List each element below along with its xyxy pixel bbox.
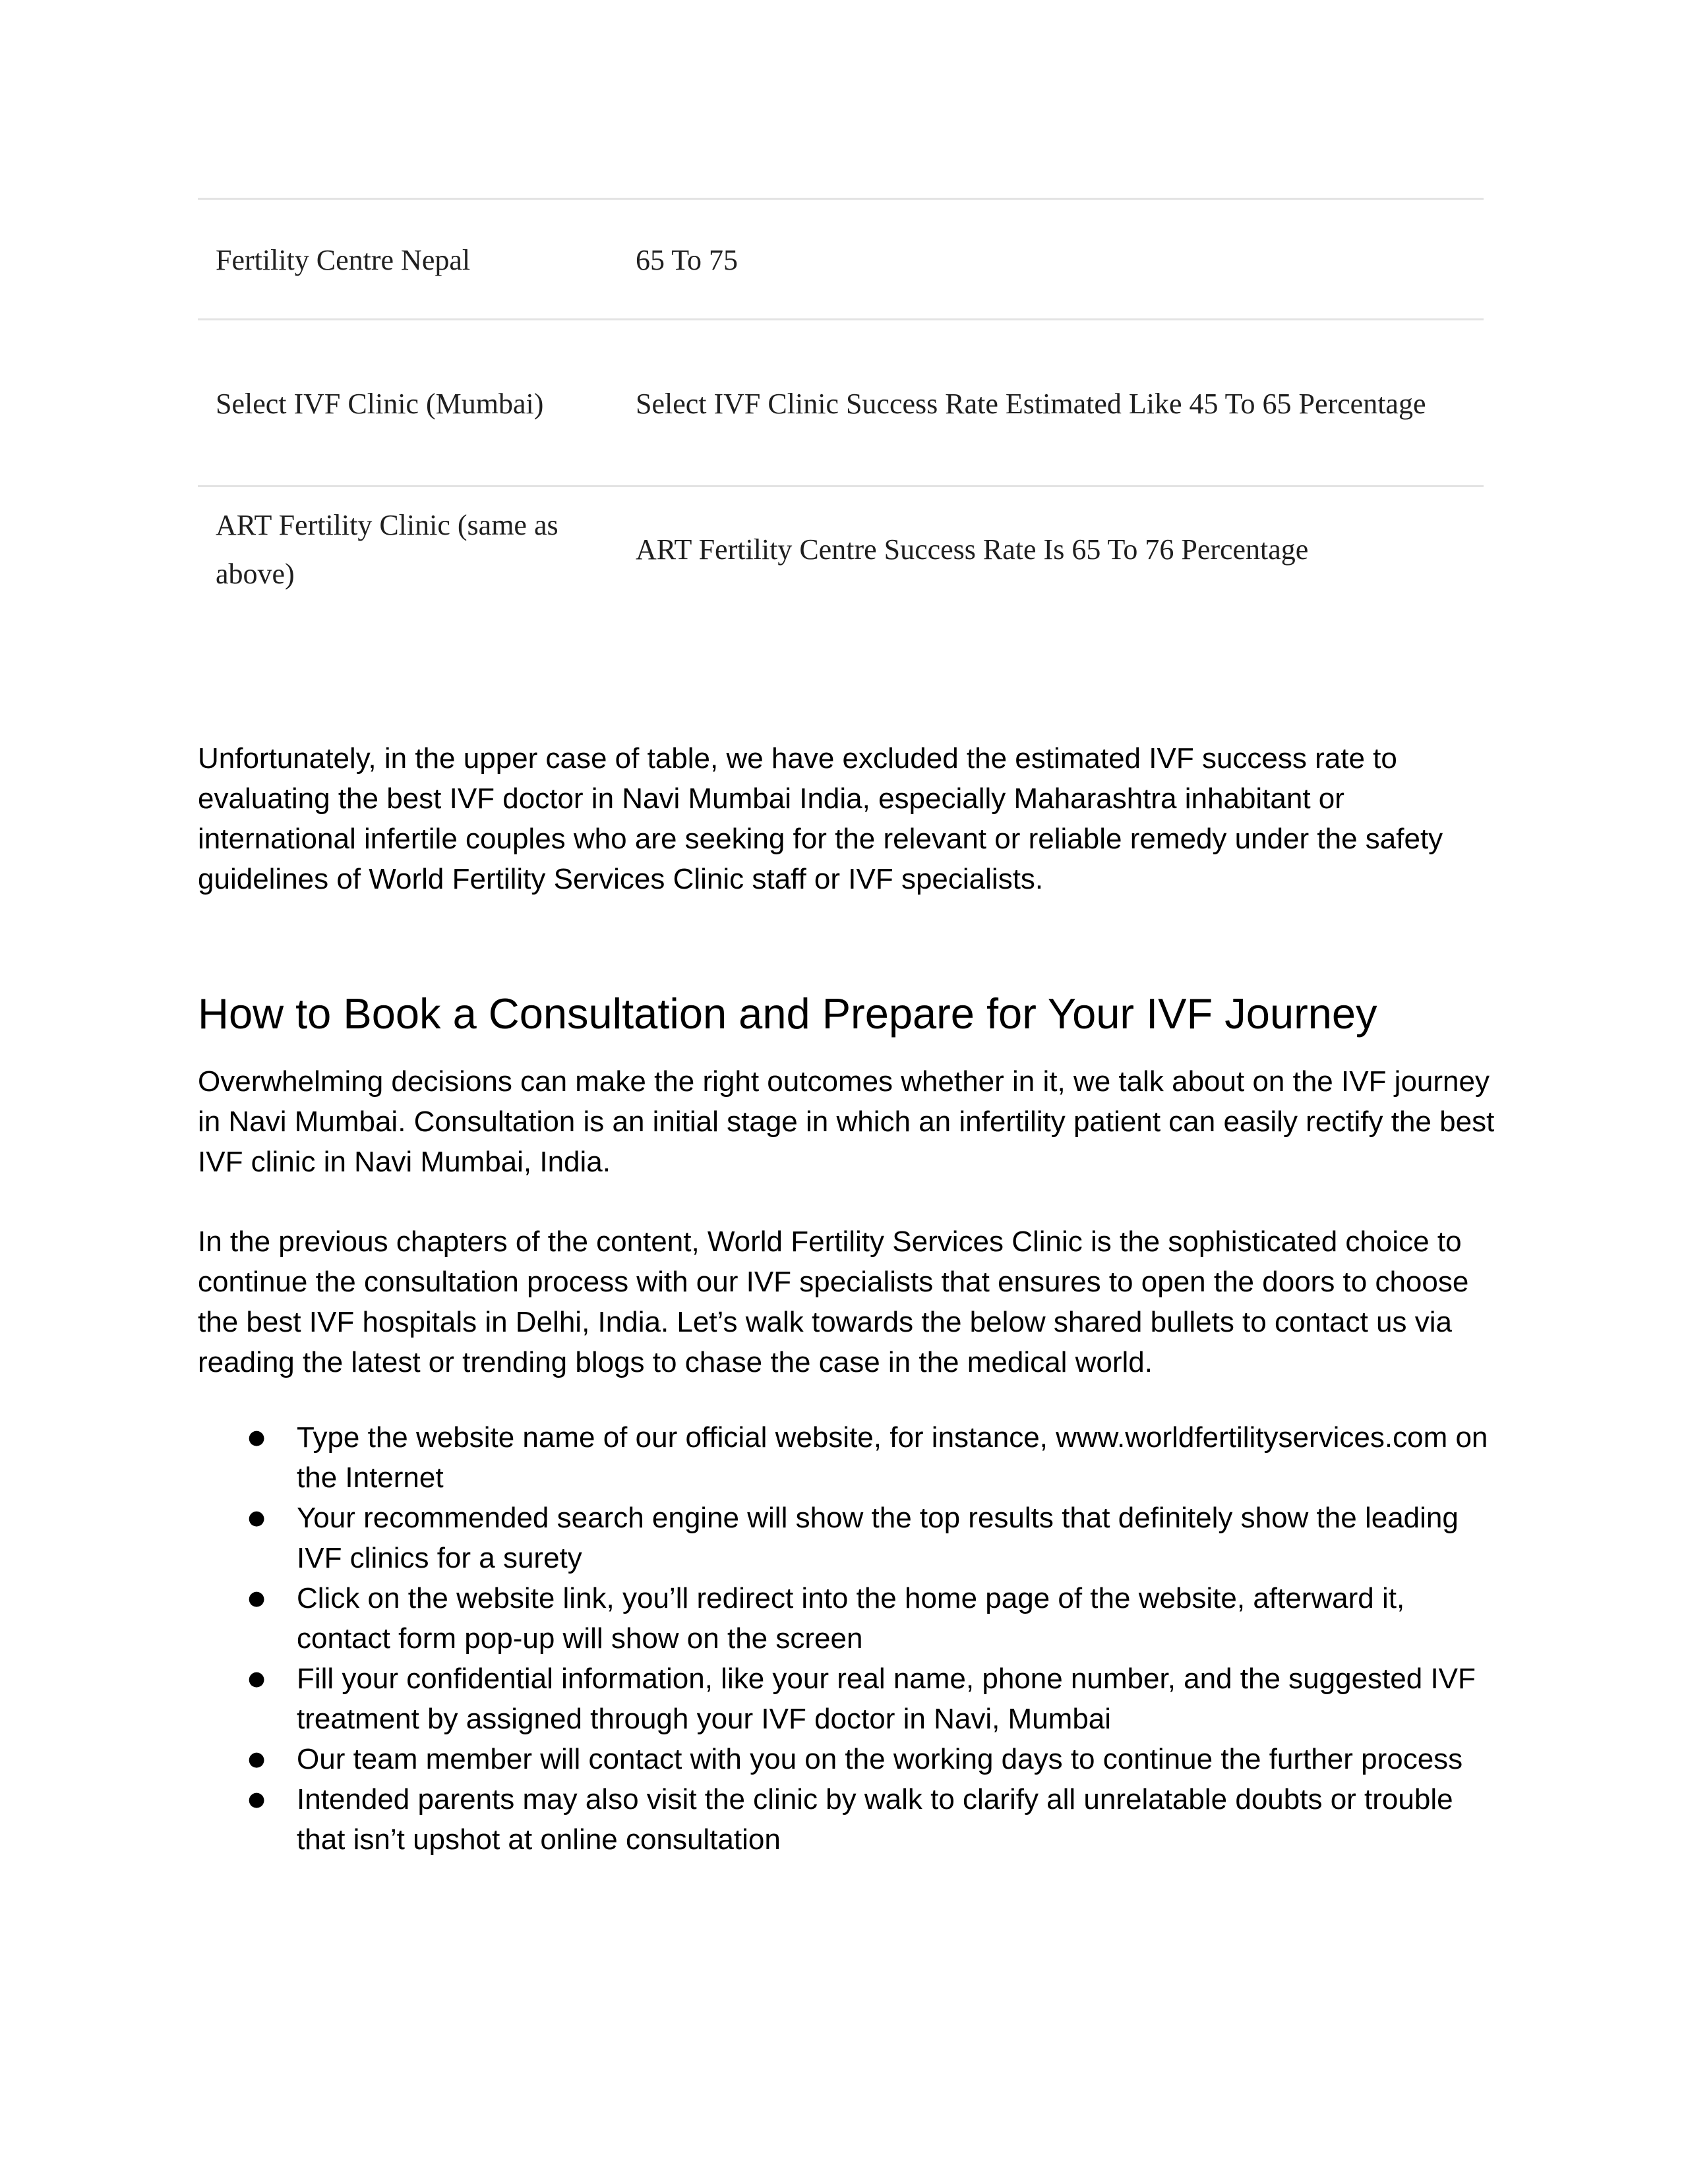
intro-paragraph: Unfortunately, in the upper case of table, we have excluded the estimated IVF success rate to evaluating the best IVF doctor in Navi Mumbai India, especially Maharashtra inhabitant or international infertile couples who are seeking for the relevant or reliable remedy under the safety guidelines of World Fertility Services Clinic staff or IVF specialists. [198,742,1443,895]
list-item-text: Click on the website link, you’ll redirect into the home page of the website, afterward it, contact form pop-up will show on the screen [297,1582,1405,1655]
bullet-icon: ● [248,1587,266,1610]
section-heading: How to Book a Consultation and Prepare for Your IVF Journey [198,989,1377,1038]
list-item [198,1417,1490,1498]
list-item-text: Intended parents may also visit the clinic by walk to clarify all unrelatable doubts or trouble that isn’t upshot at online consultation [297,1783,1453,1856]
bullet-icon: ● [248,1748,266,1771]
table-cell-clinic: Fertility Centre Nepal [216,243,471,276]
bullet-icon: ● [248,1426,266,1449]
list-item-text: Fill your confidential information, like your real name, phone number, and the suggested IVF treatment by assigned through your IVF doctor in Navi, Mumbai [297,1663,1476,1735]
bullet-icon: ● [248,1506,266,1529]
table-row [198,318,1484,487]
list-item-text: Your recommended search engine will show the top results that definitely show the leading IVF clinics for a surety [297,1502,1459,1574]
bullet-icon: ● [248,1667,266,1690]
list-item [198,1578,1490,1659]
table-cell-rate: 65 To 75 [636,243,738,276]
list-item-text: Type the website name of our official website, for instance, www.worldfertilityservices.com on the Internet [297,1421,1488,1494]
list-item [198,1659,1490,1739]
table-row [198,485,1484,612]
bullet-icon: ● [248,1788,266,1811]
list-item [198,1739,1490,1779]
table-cell-rate: Select IVF Clinic Success Rate Estimated Like 45 To 65 Percentage [636,387,1426,420]
table-cell-clinic: ART Fertility Clinic (same as above) [216,509,558,590]
table-row [198,198,1484,320]
paragraph-consultation: Overwhelming decisions can make the right outcomes whether in it, we talk about on the IVF journey in Navi Mumbai. Consultation is an initial stage in which an infertility patient can easily rectify the best IVF clinic in Navi Mumbai, India. [198,1065,1495,1178]
list-item [198,1779,1490,1860]
list-item [198,1498,1490,1578]
bullet-list [198,1417,1490,1860]
list-item-text: Our team member will contact with you on the working days to continue the further process [297,1743,1463,1775]
table-cell-clinic: Select IVF Clinic (Mumbai) [216,387,544,420]
table-cell-rate: ART Fertility Centre Success Rate Is 65 To 76 Percentage [636,533,1309,566]
paragraph-previous-chapters: In the previous chapters of the content, World Fertility Services Clinic is the sophisticated choice to continue the consultation process with our IVF specialists that ensures to open the doors to choose the best IVF hospitals in Delhi, India. Let’s walk towards the below shared bullets to contact us via reading the latest or trending blogs to chase the case in the medical world. [198,1225,1469,1378]
